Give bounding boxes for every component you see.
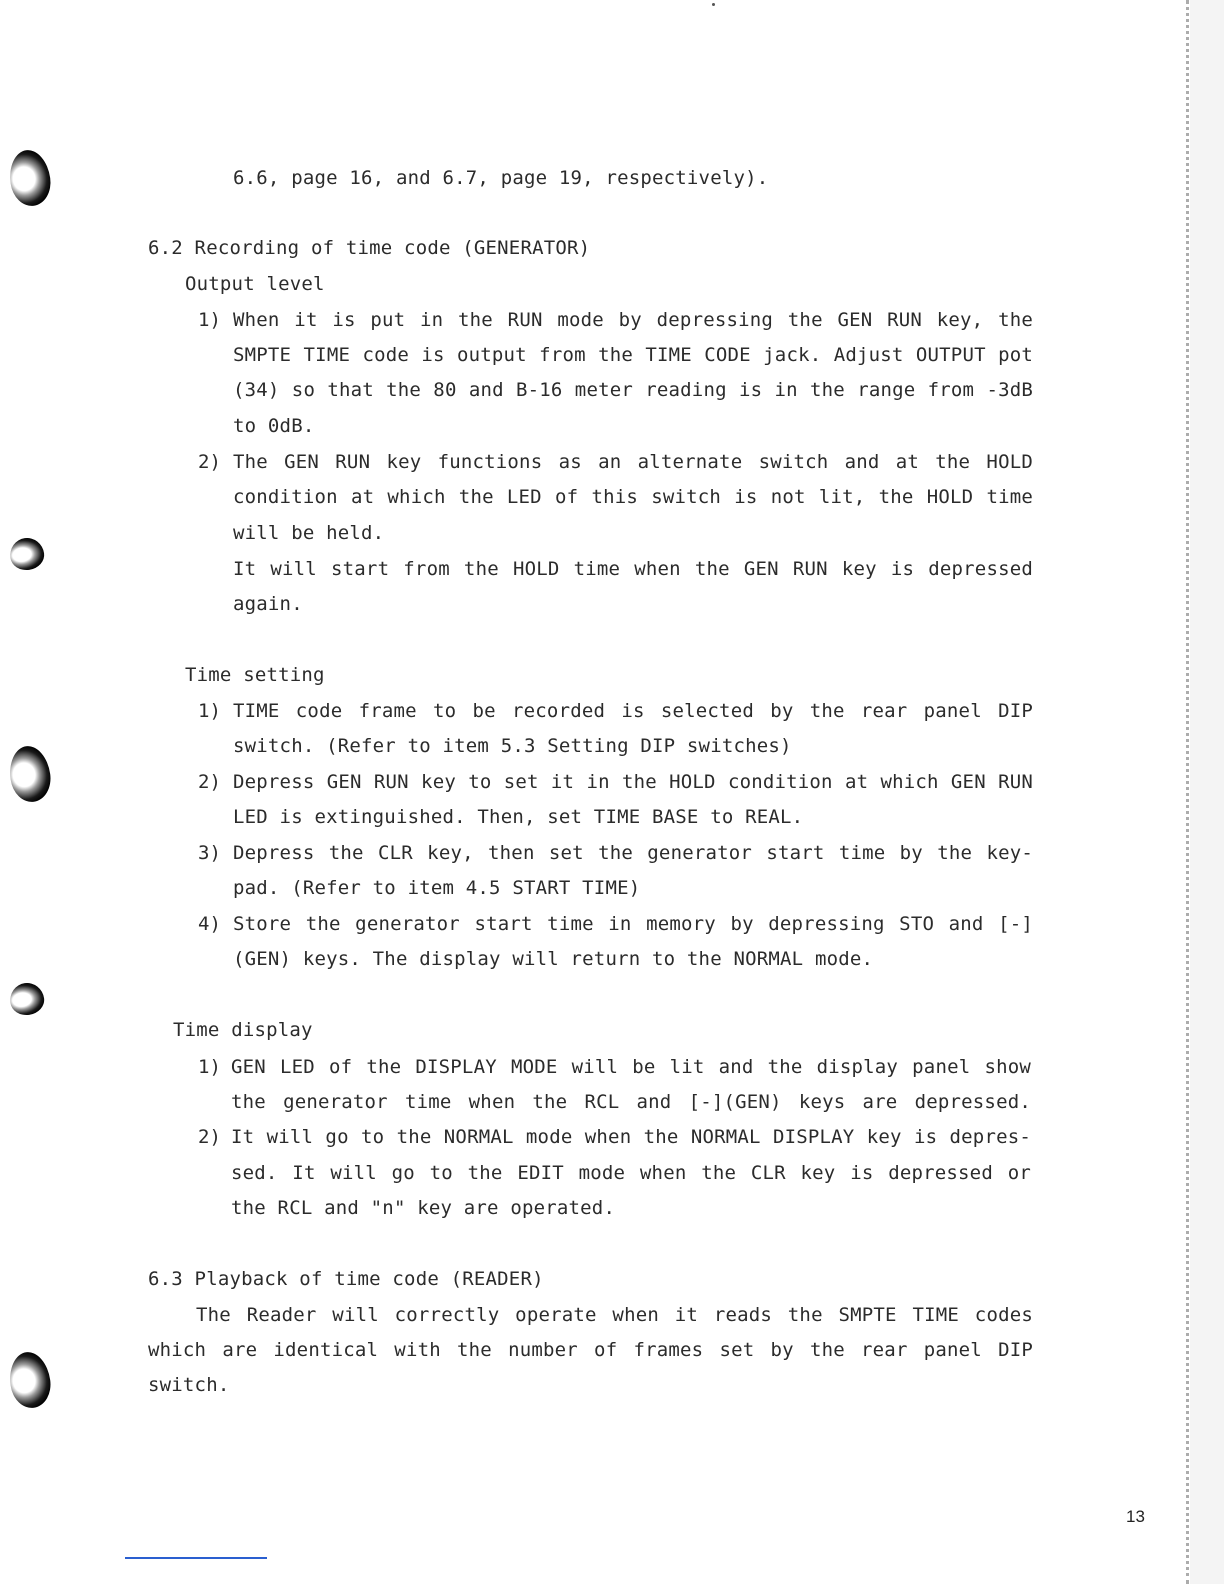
list-item-line: It will start from the HOLD time when the GEN RUN key is depressed [233, 558, 1033, 580]
list-number: 1) [198, 309, 221, 331]
list-item-line: sed. It will go to the EDIT mode when the CLR key is depressed or [231, 1162, 1031, 1184]
list-item-line: switch. (Refer to item 5.3 Setting DIP switches) [233, 735, 792, 757]
binder-hole [8, 981, 46, 1017]
list-number: 2) [198, 771, 221, 793]
list-item-line: Depress GEN RUN key to set it in the HOLD condition at which GEN RUN [233, 771, 1033, 793]
list-number: 4) [198, 913, 221, 935]
binder-hole [6, 1349, 53, 1410]
perforated-edge [1186, 0, 1194, 1584]
list-item-line: SMPTE TIME code is output from the TIME CODE jack. Adjust OUTPUT pot [233, 344, 1033, 366]
list-item-line: pad. (Refer to item 4.5 START TIME) [233, 877, 641, 899]
link-underline [125, 1557, 267, 1559]
list-item-line: TIME code frame to be recorded is selected by the rear panel DIP [233, 700, 1033, 722]
intro-line: 6.6, page 16, and 6.7, page 19, respectively). [233, 167, 769, 189]
list-item-line: will be held. [233, 522, 385, 544]
list-item-line: to 0dB. [233, 415, 315, 437]
list-item-line: It will go to the NORMAL mode when the NORMAL DISPLAY key is depres- [231, 1126, 1031, 1148]
binder-hole [8, 536, 46, 572]
page-edge-shadow [1190, 0, 1224, 1584]
list-item-line: GEN LED of the DISPLAY MODE will be lit and the display panel show [231, 1056, 1031, 1078]
binder-hole [6, 147, 53, 208]
subheading-output-level: Output level [185, 273, 325, 295]
list-number: 1) [198, 1056, 221, 1078]
list-number: 1) [198, 700, 221, 722]
paragraph-line: switch. [148, 1374, 230, 1396]
list-item-line: When it is put in the RUN mode by depressing the GEN RUN key, the [233, 309, 1033, 331]
scan-speck [712, 3, 715, 6]
list-item-line: condition at which the LED of this switch is not lit, the HOLD time [233, 486, 1033, 508]
list-item-line: again. [233, 593, 303, 615]
list-item-line: the generator time when the RCL and [-](GEN) keys are depressed. [231, 1091, 1031, 1113]
paragraph-line: The Reader will correctly operate when it reads the SMPTE TIME codes [196, 1304, 1033, 1326]
list-number: 2) [198, 1126, 221, 1148]
list-item-line: The GEN RUN key functions as an alternate switch and at the HOLD [233, 451, 1033, 473]
list-item-line: LED is extinguished. Then, set TIME BASE to REAL. [233, 806, 804, 828]
page-number: 13 [1126, 1507, 1145, 1526]
paragraph-line: which are identical with the number of frames set by the rear panel DIP [148, 1339, 1033, 1361]
list-item-line: the RCL and "n" key are operated. [231, 1197, 616, 1219]
list-number: 3) [198, 842, 221, 864]
binder-hole [6, 743, 53, 804]
subheading-time-setting: Time setting [185, 664, 325, 686]
list-item-line: Depress the CLR key, then set the generator start time by the key- [233, 842, 1033, 864]
subheading-time-display: Time display [173, 1019, 313, 1041]
list-item-line: Store the generator start time in memory by depressing STO and [-] [233, 913, 1033, 935]
list-item-line: (34) so that the 80 and B-16 meter reading is in the range from -3dB [233, 379, 1033, 401]
section-heading-6-2: 6.2 Recording of time code (GENERATOR) [148, 237, 591, 259]
list-item-line: (GEN) keys. The display will return to the NORMAL mode. [233, 948, 874, 970]
list-number: 2) [198, 451, 221, 473]
section-heading-6-3: 6.3 Playback of time code (READER) [148, 1268, 544, 1290]
